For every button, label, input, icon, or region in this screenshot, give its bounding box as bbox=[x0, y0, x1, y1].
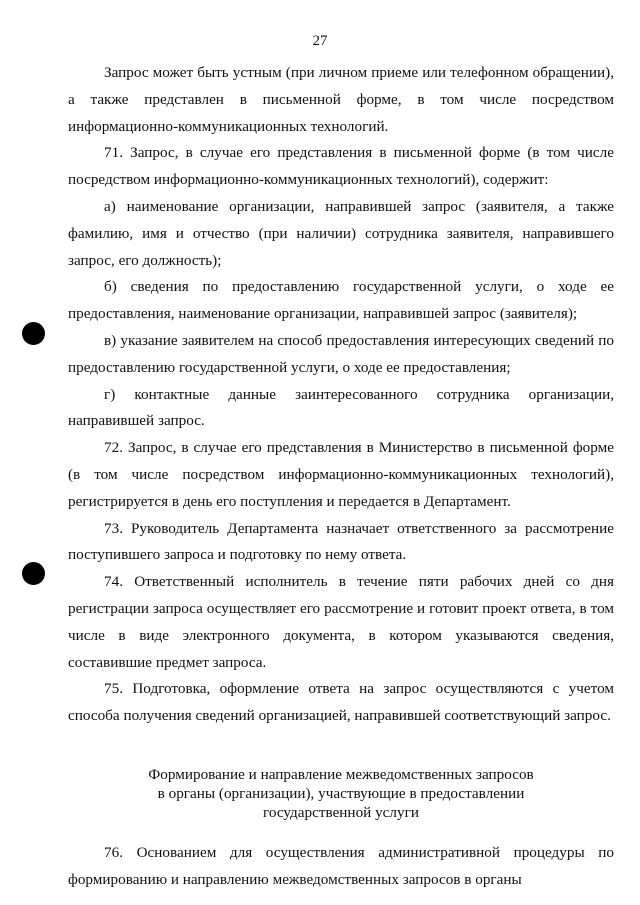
page-number: 27 bbox=[312, 33, 328, 49]
paragraph-73: 73. Руководитель Департамента назначает ответственного за рассмотрение поступившего запроса и подготовку по нему ответа. bbox=[68, 519, 614, 564]
section-heading bbox=[68, 765, 614, 822]
paragraph-71-b: б) сведения по предоставлению государственной услуги, о ходе ее предоставления, наименование организации, направившей запрос (заявителя); bbox=[68, 278, 614, 323]
paragraph-71-g: г) контактные данные заинтересованного сотрудника организации, направившей запрос. bbox=[68, 385, 614, 430]
document-body bbox=[68, 60, 614, 894]
punch-hole-lower bbox=[22, 562, 45, 585]
paragraph-71-a: а) наименование организации, направившей запрос (заявителя, а также фамилию, имя и отчество (при наличии) сотрудника заявителя, направившего запрос, его должность); bbox=[68, 197, 614, 269]
section-heading-line-3: государственной услуги bbox=[263, 803, 419, 821]
paragraph-76: 76. Основанием для осуществления административной процедуры по формированию и направлению межведомственных запросов в органы bbox=[68, 843, 614, 888]
paragraph-74: 74. Ответственный исполнитель в течение пяти рабочих дней со дня регистрации запроса осуществляет его рассмотрение и готовит проект ответа, в том числе в виде электронного документа, в котором указываются сведения, составившие предмет запроса. bbox=[68, 573, 614, 671]
paragraph-72: 72. Запрос, в случае его представления в Министерство в письменной форме (в том числе посредством информационно-коммуникационных технологий), регистрируется в день его поступления и передается в Департамент. bbox=[68, 439, 614, 510]
paragraph-75: 75. Подготовка, оформление ответа на запрос осуществляются с учетом способа получения сведений организацией, направившей соответствующий запрос. bbox=[68, 680, 614, 725]
section-heading-line-1: Формирование и направление межведомственных запросов bbox=[148, 765, 534, 783]
section-heading-line-2: в органы (организации), участвующие в предоставлении bbox=[157, 784, 525, 802]
paragraph-71-v: в) указание заявителем на способ предоставления интересующих сведений по предоставлению государственной услуги, о ходе ее предоставления; bbox=[68, 331, 614, 376]
paragraph-request-forms: Запрос может быть устным (при личном приеме или телефонном обращении), а также представлен в письменной форме, в том числе посредством информационно-коммуникационных технологий. bbox=[68, 64, 614, 135]
punch-hole-upper bbox=[22, 322, 45, 345]
paragraph-71: 71. Запрос, в случае его представления в письменной форме (в том числе посредством информационно-коммуникационных технологий), содержит: bbox=[68, 144, 614, 189]
